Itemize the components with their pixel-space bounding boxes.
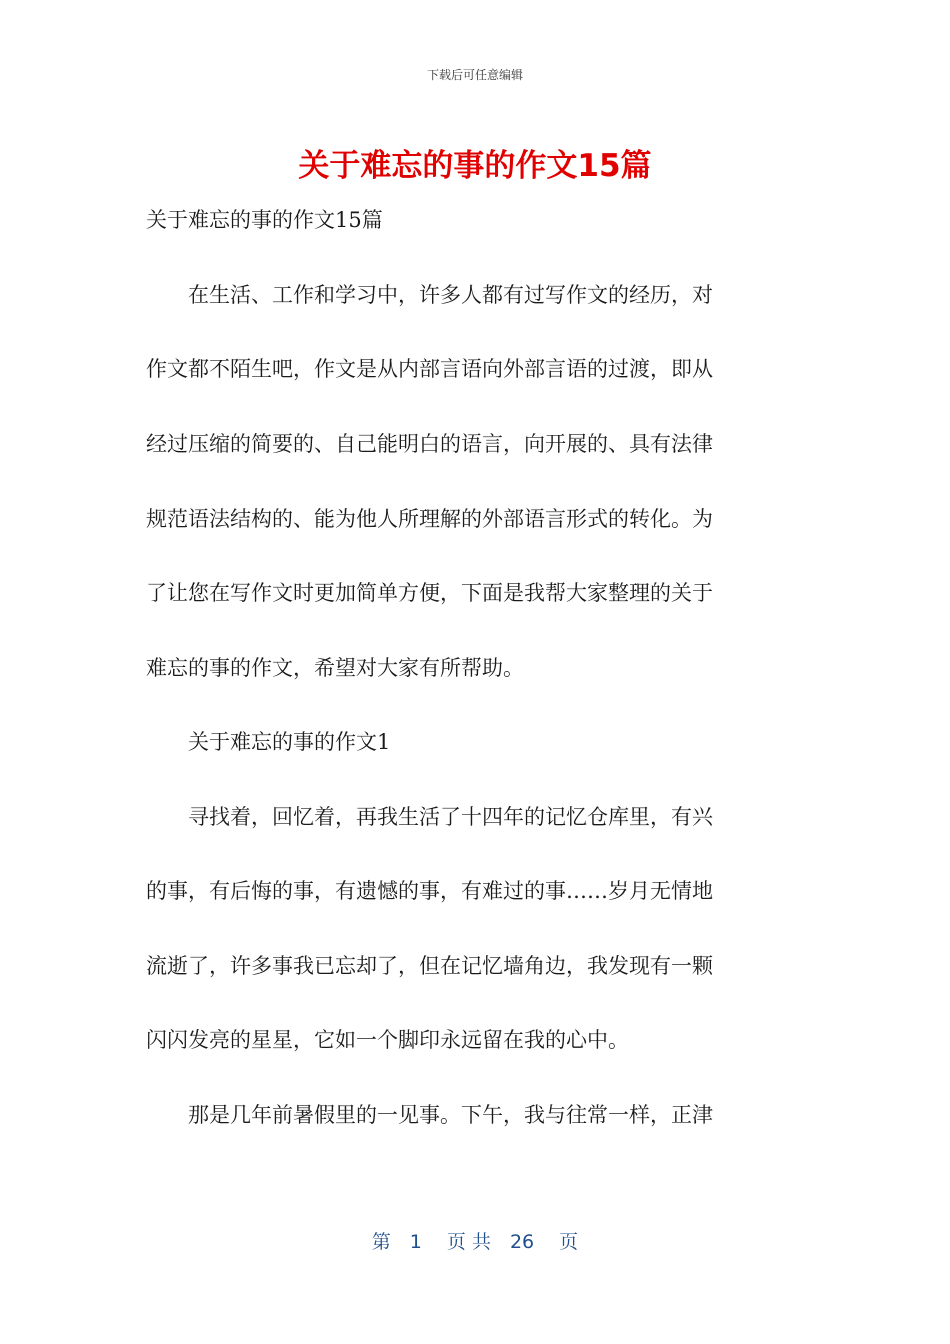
header-note: 下载后可任意编辑 (426, 68, 523, 82)
body-line: 了让您在写作文时更加简单方便，下面是我帮大家整理的关于 (146, 581, 713, 605)
body-line: 规范语法结构的、能为他人所理解的外部语言形式的转化。为 (146, 507, 713, 531)
body-line: 难忘的事的作文，希望对大家有所帮助。 (146, 656, 524, 680)
body-line: 经过压缩的简要的、自己能明白的语言，向开展的、具有法律 (146, 432, 713, 456)
page-footer: 第 1 页 共 26 页 (371, 1231, 579, 1253)
body-line: 闪闪发亮的星星，它如一个脚印永远留在我的心中。 (146, 1028, 629, 1052)
body-line: 那是几年前暑假里的一见事。下午，我与往常一样，正津 (146, 1103, 713, 1127)
body-line: 在生活、工作和学习中，许多人都有过写作文的经历，对 (146, 283, 713, 307)
body-line: 寻找着，回忆着，再我生活了十四年的记忆仓库里，有兴 (146, 805, 713, 829)
body-line: 流逝了，许多事我已忘却了，但在记忆墙角边，我发现有一颗 (146, 954, 713, 978)
subtitle-line: 关于难忘的事的作文15篇 (146, 208, 383, 232)
section-heading: 关于难忘的事的作文1 (146, 730, 391, 754)
body-line: 的事，有后悔的事，有遗憾的事，有难过的事……岁月无情地 (146, 879, 713, 903)
document-title: 关于难忘的事的作文15篇 (298, 148, 652, 184)
body-line: 作文都不陌生吧，作文是从内部言语向外部言语的过渡，即从 (146, 357, 713, 381)
